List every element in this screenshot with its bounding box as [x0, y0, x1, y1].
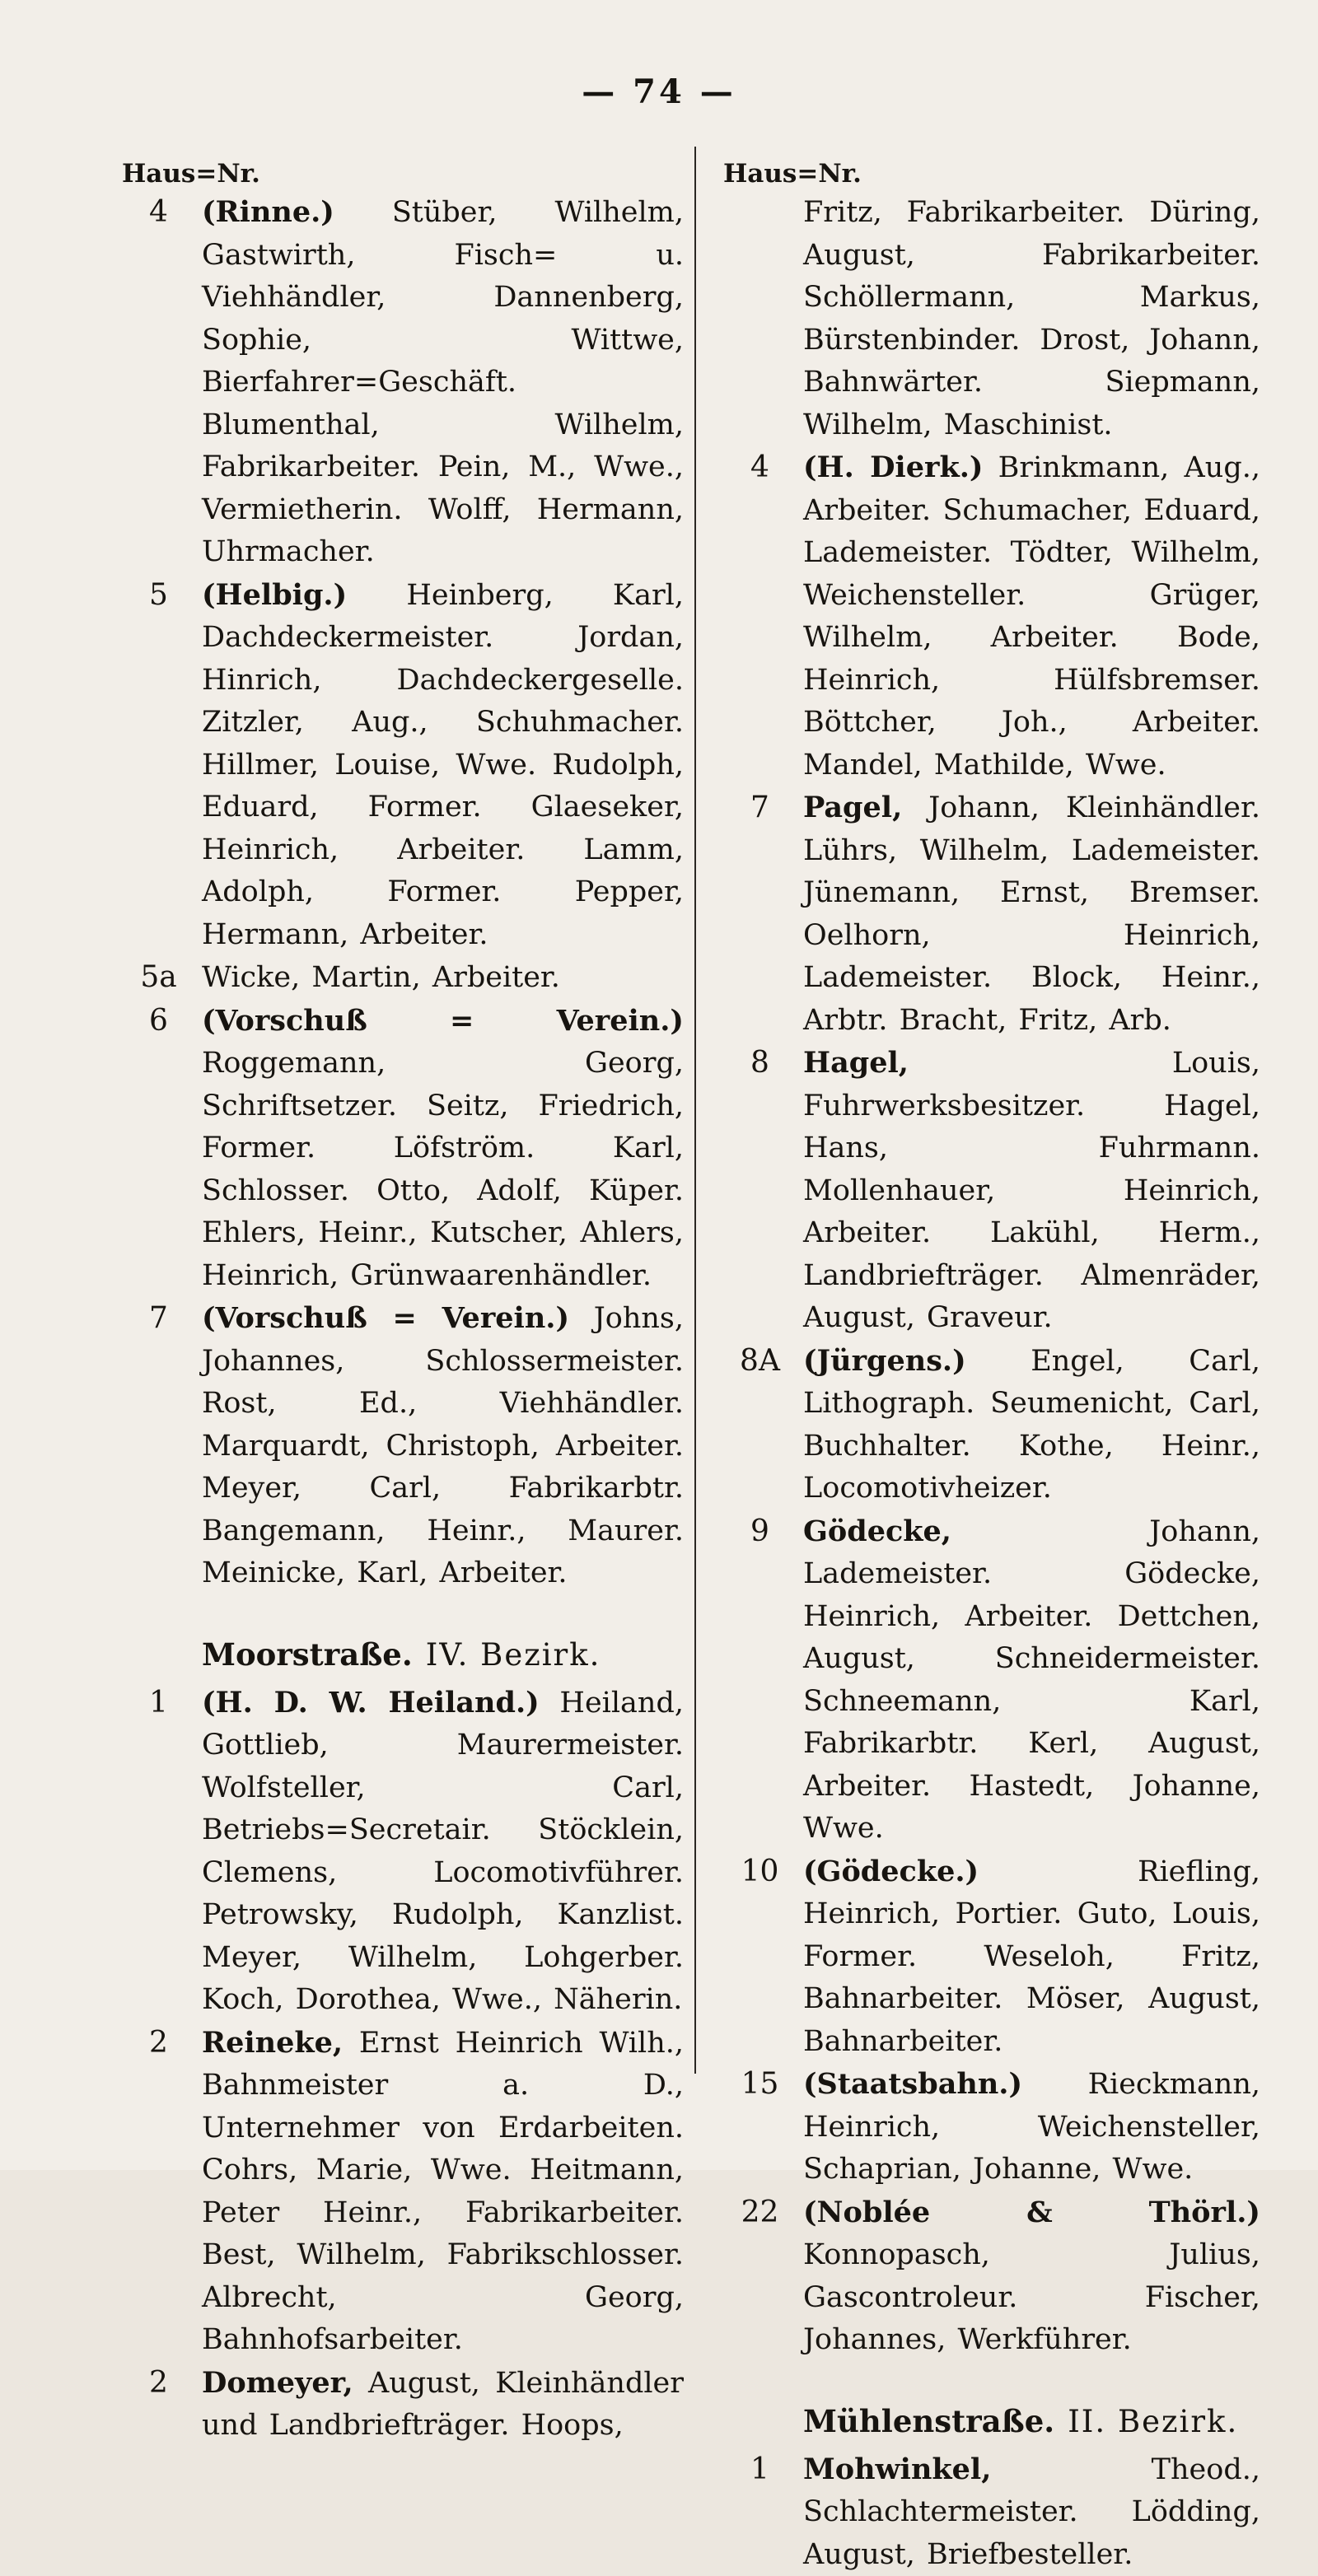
house-number: 2: [115, 2022, 202, 2065]
page-number: — 74 —: [0, 72, 1318, 111]
entry-text: [803, 2063, 1260, 2191]
house-number-header: Haus=Nr.: [717, 156, 1260, 191]
owner-name: Hagel,: [803, 1046, 909, 1080]
residents-text: Johns, Johannes, Schlossermeister. Rost, Ed., Viehhändler. Marquardt, Christoph, Arbeiter. Meyer, Carl, Fabrikarbtr. Bangemann, Heinr., Maurer. Meinicke, Karl, Arbeiter.: [202, 1302, 684, 1589]
house-number: 4: [115, 191, 202, 234]
owner-name: (Helbig.): [202, 578, 347, 612]
owner-name: (Vorschuß = Verein.): [202, 1004, 684, 1038]
residents-text: Johann, Lademeister. Gödecke, Heinrich, Arbeiter. Dettchen, August, Schneidermeister. Schneemann, Karl, Fabrikarbtr. Kerl, August, Arbeiter. Hastedt, Johanne, Wwe.: [803, 1515, 1260, 1846]
directory-entry: [115, 574, 684, 957]
house-number: 15: [717, 2063, 803, 2106]
residents-text: Stüber, Wilhelm, Gastwirth, Fisch= u. Viehhändler, Dannenberg, Sophie, Wittwe, Bierfahrer=Geschäft. Blumenthal, Wilhelm, Fabrikarbeiter. Pein, M., Wwe., Vermietherin. Wolff, Hermann, Uhrmacher.: [202, 196, 684, 568]
owner-name: (Rinne.): [202, 195, 334, 229]
house-number: 5: [115, 574, 202, 617]
entry-text: [803, 1340, 1260, 1510]
directory-entry: [115, 2362, 684, 2448]
directory-entry: [115, 2022, 684, 2362]
directory-entry: [717, 1340, 1260, 1510]
owner-name: Gödecke,: [803, 1514, 951, 1548]
residents-text: Heinberg, Karl, Dachdeckermeister. Jordan, Hinrich, Dachdeckergeselle. Zitzler, Aug., Schuhmacher. Hillmer, Louise, Wwe. Rudolph, Eduard, Former. Glaeseker, Heinrich, Arbeiter. Lamm, Adolph, Former. Pepper, Hermann, Arbeiter.: [202, 579, 684, 951]
directory-entry: [115, 956, 684, 1000]
entry-text: [202, 1000, 684, 1298]
entry-text: [202, 191, 684, 574]
entry-text: [202, 956, 684, 1000]
residents-text: Louis, Fuhrwerksbesitzer. Hagel, Hans, Fuhrmann. Mollenhauer, Heinrich, Arbeiter. Lakühl, Herm., Landbriefträger. Almenräder, August, Graveur.: [803, 1047, 1260, 1334]
house-number: 1: [717, 2448, 803, 2491]
residents-text: Heiland, Gottlieb, Maurermeister. Wolfsteller, Carl, Betriebs=Secretair. Stöcklein, Clemens, Locomotivführer. Petrowsky, Rudolph, Kanzlist. Meyer, Wilhelm, Lohgerber. Koch, Dorothea, Wwe., Näherin.: [202, 1687, 684, 2017]
directory-entry: [717, 1042, 1260, 1340]
house-number: 8: [717, 1042, 803, 1085]
house-number: 2: [115, 2362, 202, 2405]
entry-text: [803, 1510, 1260, 1850]
entry-text: [202, 574, 684, 957]
house-number: 22: [717, 2191, 803, 2234]
entry-text: [803, 1850, 1260, 2064]
column-divider: [694, 147, 696, 2074]
owner-name: Domeyer,: [202, 2366, 353, 2400]
owner-name: (Vorschuß = Verein.): [202, 1301, 569, 1335]
owner-name: (Staatsbahn.): [803, 2067, 1022, 2101]
residents-text: Engel, Carl, Lithograph. Seumenicht, Carl, Buchhalter. Kothe, Heinr., Locomotivheizer.: [803, 1345, 1260, 1505]
entry-text: [803, 191, 1260, 446]
residents-text: Fritz, Fabrikarbeiter. Düring, August, Fabrikarbeiter. Schöllermann, Markus, Bürstenbinder. Drost, Johann, Bahnwärter. Siepmann, Wilhelm, Maschinist.: [803, 196, 1260, 441]
entry-text: [803, 786, 1260, 1042]
owner-name: (H. Dierk.): [803, 450, 983, 484]
left-entries: [115, 191, 684, 2448]
right-column: [717, 156, 1260, 2576]
owner-name: (Noblée & Thörl.): [803, 2196, 1260, 2229]
street-heading: [115, 1631, 684, 1678]
street-name: Moorstraße.: [202, 1636, 413, 1673]
district-label: II. Bezirk.: [1068, 2404, 1238, 2439]
residents-text: Johann, Kleinhändler. Lührs, Wilhelm, Lademeister. Jünemann, Ernst, Bremser. Oelhorn, Heinrich, Lademeister. Block, Heinr., Arbtr. Bracht, Fritz, Arb.: [803, 791, 1260, 1037]
house-number: 1: [115, 1682, 202, 1724]
entry-text: [202, 2022, 684, 2362]
owner-name: (H. D. W. Heiland.): [202, 1686, 540, 1720]
residents-text: Brinkmann, Aug., Arbeiter. Schumacher, Eduard, Lademeister. Tödter, Wilhelm, Weichensteller. Grüger, Wilhelm, Arbeiter. Bode, Heinrich, Hülfsbremser. Böttcher, Joh., Arbeiter. Mandel, Mathilde, Wwe.: [803, 451, 1260, 782]
street-name: Mühlenstraße.: [803, 2403, 1054, 2439]
directory-entry: [717, 2063, 1260, 2191]
house-number-header: Haus=Nr.: [115, 156, 684, 191]
entry-text: [803, 1042, 1260, 1340]
owner-name: (Gödecke.): [803, 1855, 979, 1888]
residents-text: Ernst Heinrich Wilh., Bahnmeister a. D., Unternehmer von Erdarbeiten. Cohrs, Marie, Wwe. Heitmann, Peter Heinr., Fabrikarbeiter. Best, Wilhelm, Fabrikschlosser. Albrecht, Georg, Bahnhofsarbeiter.: [202, 2027, 684, 2357]
left-column: [115, 156, 684, 2448]
house-number: 5a: [115, 956, 202, 999]
residents-text: Rieckmann, Heinrich, Weichensteller, Schaprian, Johanne, Wwe.: [803, 2068, 1260, 2186]
residents-text: Wicke, Martin, Arbeiter.: [202, 961, 560, 994]
owner-name: Reineke,: [202, 2026, 343, 2060]
street-heading: [717, 2398, 1260, 2445]
right-entries: [717, 191, 1260, 2576]
residents-text: Roggemann, Georg, Schriftsetzer. Seitz, Friedrich, Former. Löfström. Karl, Schlosser. Otto, Adolf, Küper. Ehlers, Heinr., Kutscher, Ahlers, Heinrich, Grünwaarenhändler.: [202, 1047, 684, 1292]
directory-entry: [115, 1682, 684, 2022]
directory-entry: [115, 191, 684, 574]
owner-name: Mohwinkel,: [803, 2452, 991, 2486]
house-number: 8A: [717, 1340, 803, 1383]
residents-text: Theod., Schlachtermeister. Lödding, August, Briefbesteller.: [803, 2453, 1260, 2571]
entry-text: [803, 2448, 1260, 2576]
entry-text: [202, 2362, 684, 2448]
directory-entry: [717, 2191, 1260, 2362]
directory-entry: [717, 446, 1260, 786]
residents-text: Konnopasch, Julius, Gascontroleur. Fischer, Johannes, Werkführer.: [803, 2238, 1260, 2356]
directory-entry: [115, 1000, 684, 1298]
entry-text: [202, 1297, 684, 1595]
house-number: 4: [717, 446, 803, 489]
entry-text: [803, 2191, 1260, 2362]
house-number: 7: [115, 1297, 202, 1340]
residents-text: August, Kleinhändler und Landbriefträger. Hoops,: [202, 2367, 684, 2443]
owner-name: (Jürgens.): [803, 1344, 966, 1378]
directory-entry: [717, 786, 1260, 1042]
district-label: IV. Bezirk.: [426, 1637, 601, 1673]
owner-name: Pagel,: [803, 791, 902, 824]
house-number: 10: [717, 1850, 803, 1893]
house-number: 6: [115, 1000, 202, 1043]
house-number: 7: [717, 786, 803, 829]
residents-text: Riefling, Heinrich, Portier. Guto, Louis, Former. Weseloh, Fritz, Bahnarbeiter. Möser, August, Bahnarbeiter.: [803, 1855, 1260, 2058]
entry-text: [202, 1682, 684, 2022]
directory-entry: [717, 191, 1260, 446]
directory-entry: [717, 1850, 1260, 2064]
house-number: 9: [717, 1510, 803, 1553]
entry-text: [803, 446, 1260, 786]
directory-entry: [717, 2448, 1260, 2576]
directory-entry: [115, 1297, 684, 1595]
directory-entry: [717, 1510, 1260, 1850]
